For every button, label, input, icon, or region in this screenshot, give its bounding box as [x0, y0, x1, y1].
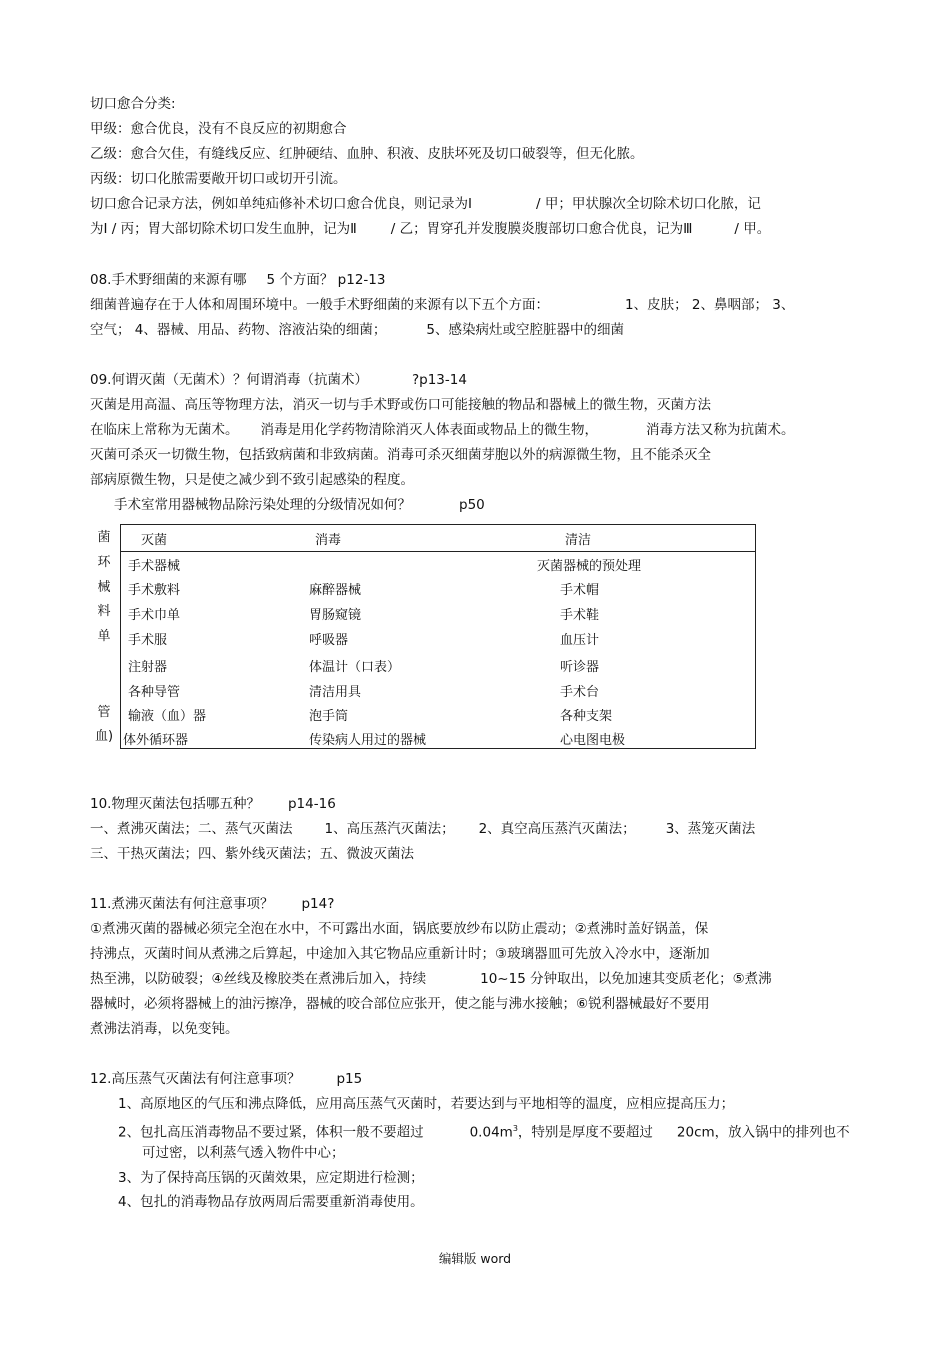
q09-title-a: 09.何谓灭菌（无菌术）？何谓消毒（抗菌术）: [90, 372, 368, 388]
grade-b-line: 乙级：愈合欠佳，有缝线反应、红肿硬结、血肿、积液、皮肤坏死及切口破裂等，但无化脓。: [90, 146, 644, 162]
cell-sterilize: 体外循环器: [123, 733, 189, 748]
q10-title-a: 10.物理灭菌法包括哪五种？: [90, 796, 260, 812]
record-line-2b: / 乙；胃穿孔并发腹膜炎腹部切口愈合优良，记为Ⅲ: [390, 221, 693, 237]
side-label: 料: [97, 604, 111, 619]
q09-title: [90, 371, 467, 389]
cell-clean: 听诊器: [560, 660, 600, 675]
cell-clean: 各种支架: [560, 709, 613, 724]
table-question-a: 手术室常用器械物品除污染处理的分级情况如何？: [114, 497, 411, 513]
incision-title: 切口愈合分类:: [90, 96, 176, 112]
q12-item-1: 1、高原地区的气压和沸点降低，应用高压蒸气灭菌时，若要达到与平地相等的温度，应相应提高压力；: [118, 1096, 735, 1112]
q09-line-2b: 消毒是用化学药物清除消灭人体表面或物品上的微生物，: [260, 422, 598, 438]
q12-item-2: [118, 1120, 850, 1142]
q08-line-2b: 5、感染病灶或空腔脏器中的细菌: [426, 322, 624, 338]
cell-clean: 心电图电极: [560, 733, 626, 748]
q11-title-a: 11.煮沸灭菌法有何注意事项？: [90, 896, 274, 912]
q11-line-5: 煮沸法消毒，以免变钝。: [90, 1021, 239, 1037]
q12-title-b: p15: [336, 1071, 363, 1087]
cell-disinfect: 呼吸器: [309, 633, 349, 648]
header-clean: 清洁: [565, 533, 592, 548]
record-line-2c: / 甲。: [734, 221, 771, 237]
sterilization-table: [120, 524, 756, 749]
q10-line-1d: 3、蒸笼灭菌法: [665, 821, 756, 837]
q08-title: [90, 271, 385, 289]
side-label: 管: [97, 705, 111, 720]
table-question: [114, 496, 485, 514]
cell-sterilize: 输液（血）器: [128, 709, 207, 724]
q12-item-2-sup: 3: [512, 1124, 518, 1133]
q08-line-1: [90, 296, 794, 314]
q09-line-4: 部病原微生物，只是使之减少到不致引起感染的程度。: [90, 472, 414, 488]
side-label: 菌: [97, 530, 111, 545]
q11-line-3: [90, 970, 772, 988]
q08-title-a: 08.手术野细菌的来源有哪: [90, 272, 247, 288]
grade-c-line: 丙级：切口化脓需要敞开切口或切开引流。: [90, 171, 347, 187]
record-line-2a: 为Ⅰ / 丙；胃大部切除术切口发生血肿，记为Ⅱ: [90, 221, 357, 237]
q11-line-3a: 热至沸，以防破裂；④丝线及橡胶类在煮沸后加入，持续: [90, 971, 427, 987]
cell-disinfect: 麻醉器械: [309, 583, 362, 598]
q10-line-1: [90, 820, 755, 838]
table-header-rule: [121, 551, 755, 552]
page-footer: 编辑版 word: [438, 1251, 512, 1266]
q10-line-1b: 1、高压蒸汽灭菌法；: [324, 821, 455, 837]
cell-sterilize: 注射器: [128, 660, 168, 675]
record-line-1b: / 甲；甲状腺次全切除术切口化脓，记: [535, 196, 761, 212]
grade-a-line: 甲级：愈合优良，没有不良反应的初期愈合: [90, 121, 347, 137]
q09-line-3: 灭菌可杀灭一切微生物，包括致病菌和非致病菌。消毒可杀灭细菌芽胞以外的病源微生物，且不能杀灭全: [90, 447, 711, 463]
cell-sterilize: 手术巾单: [128, 608, 181, 623]
cell-disinfect: 传染病人用过的器械: [309, 733, 427, 748]
record-line-1a: 切口愈合记录方法，例如单纯疝修补术切口愈合优良，则记录为Ⅰ: [90, 196, 472, 212]
side-label: 血): [94, 729, 114, 744]
table-question-b: p50: [459, 497, 485, 513]
q11-line-4: 器械时，必须将器械上的油污擦净，器械的咬合部位应张开，使之能与沸水接触；⑥锐利器械最好不要用: [90, 996, 710, 1012]
q09-line-2: [90, 421, 795, 439]
q08-line-2a: 空气； 4、器械、用品、药物、溶液沾染的细菌；: [90, 322, 387, 338]
cell-sterilize: 手术敷料: [128, 583, 181, 598]
q10-line-1a: 一、煮沸灭菌法；二、蒸气灭菌法: [90, 821, 293, 837]
side-label: 械: [97, 580, 111, 595]
q12-item-4: 4、包扎的消毒物品存放两周后需要重新消毒使用。: [118, 1194, 424, 1210]
q09-line-2c: 消毒方法又称为抗菌术。: [646, 422, 795, 438]
record-line-1: [90, 195, 761, 213]
q10-title-b: p14-16: [287, 796, 336, 812]
q08-line-1a: 细菌普遍存在于人体和周围环境中。一般手术野细菌的来源有以下五个方面：: [90, 297, 549, 313]
q11-line-2: 持沸点，灭菌时间从煮沸之后算起，中途加入其它物品应重新计时；③玻璃器皿可先放入冷水中，逐渐加: [90, 946, 710, 962]
cell-clean: 灭菌器械的预处理: [537, 559, 642, 574]
cell-sterilize: 手术器械: [128, 559, 181, 574]
q09-title-b: ?p13-14: [411, 372, 467, 388]
q12-item-3: 3、为了保持高压锅的灭菌效果，应定期进行检测；: [118, 1170, 424, 1186]
header-disinfect: 消毒: [315, 533, 342, 548]
q08-title-b: 5 个方面？ p12-13: [266, 272, 386, 288]
q12-item-2a: 2、包扎高压消毒物品不要过紧，体积一般不要超过: [118, 1124, 424, 1141]
q08-line-1b: 1、皮肤； 2、鼻咽部； 3、: [625, 297, 795, 313]
q11-title-b: p14?: [301, 896, 335, 912]
q12-item-2b: 0.04m: [469, 1124, 513, 1141]
q10-line-1c: 2、真空高压蒸汽灭菌法；: [478, 821, 636, 837]
cell-clean: 血压计: [560, 633, 600, 648]
q11-line-1: ①煮沸灭菌的器械必须完全泡在水中，不可露出水面，锅底要放纱布以防止震动；②煮沸时盖好锅盖，保: [90, 921, 709, 937]
q11-line-3b: 10~15 分钟取出，以免加速其变质老化；⑤煮沸: [480, 971, 772, 987]
cell-clean: 手术帽: [560, 583, 600, 598]
cell-clean: 手术鞋: [560, 608, 600, 623]
q12-title: [90, 1070, 362, 1088]
cell-disinfect: 体温计（口表）: [309, 660, 401, 675]
q12-item-2-cont: 可过密，以利蒸气透入物件中心；: [142, 1145, 345, 1161]
q12-item-2d: 20cm，放入锅中的排列也不: [676, 1124, 850, 1141]
q08-line-2: [90, 321, 624, 339]
cell-disinfect: 胃肠窥镜: [309, 608, 362, 623]
q12-item-2c: ，特别是厚度不要超过: [517, 1124, 653, 1141]
cell-sterilize: 手术服: [128, 633, 168, 648]
record-line-2: [90, 220, 770, 238]
q10-line-2: 三、干热灭菌法；四、紫外线灭菌法；五、微波灭菌法: [90, 846, 414, 862]
q09-line-1: 灭菌是用高温、高压等物理方法，消灭一切与手术野或伤口可能接触的物品和器械上的微生物，灭菌方法: [90, 397, 711, 413]
q11-title: [90, 895, 334, 913]
q12-title-a: 12.高压蒸气灭菌法有何注意事项？: [90, 1071, 301, 1087]
cell-disinfect: 泡手筒: [309, 709, 349, 724]
cell-disinfect: 清洁用具: [309, 685, 362, 700]
q09-line-2a: 在临床上常称为无菌术。: [90, 422, 239, 438]
q10-title: [90, 795, 336, 813]
header-sterilize: 灭菌: [141, 533, 168, 548]
cell-sterilize: 各种导管: [128, 685, 181, 700]
cell-clean: 手术台: [560, 685, 600, 700]
side-label: 环: [97, 555, 111, 570]
side-label: 单: [97, 629, 111, 644]
